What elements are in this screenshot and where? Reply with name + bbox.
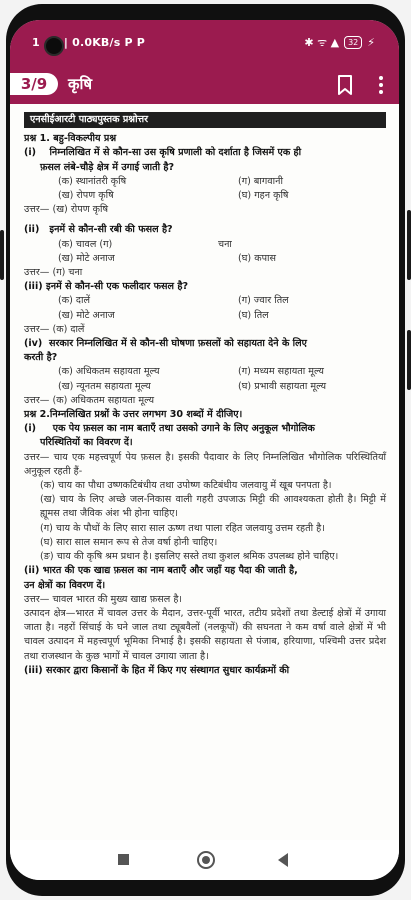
section-header: एनसीईआरटी पाठ्यपुस्तक प्रश्नोत्तर <box>24 112 386 128</box>
answer-point: (ङ) चाय की कृषि श्रम प्रधान है। इसलिए सस्ते तथा कुशल श्रमिक उपलब्ध होने चाहिए। <box>40 551 339 563</box>
camera-cutout <box>44 36 64 56</box>
document-page[interactable] <box>10 104 399 840</box>
page-indicator[interactable]: 3/9 <box>10 73 58 95</box>
signal-icons: ✱ ᯤ ▲ <box>304 36 340 49</box>
more-vert-icon[interactable] <box>377 74 385 96</box>
volume-button <box>407 210 411 280</box>
answer-point: (क) चाय का पौधा उष्णकटिबंधीय तथा उपोष्ण कटिबंधीय जलवायु में खूब पनपता है। <box>40 480 332 492</box>
question-cont: फ़सल लंबे-चौड़े क्षेत्र में उगाई जाती है? <box>40 161 175 173</box>
answer-point: (घ) सारा साल समान रूप से तेज वर्षा होनी चाहिए। <box>40 536 218 548</box>
charging-icon: ⚡ <box>367 36 375 49</box>
screen <box>10 20 399 880</box>
question: (iii) सरकार द्वारा किसानों के हित में किए गए संस्थागत सुधार कार्यक्रमों की <box>24 664 290 676</box>
system-nav-bar <box>10 840 399 880</box>
options-row: (क) चावल (ग) चना <box>58 238 232 250</box>
power-button <box>407 330 411 390</box>
answer: उत्तर— चावल भारत की मुख्य खाद्य फ़सल है। <box>24 593 183 605</box>
options-row: (ख) मोटे अनाज (घ) कपास <box>58 252 276 264</box>
options-row: (क) अधिकतम सहायता मूल्य (ग) मध्यम सहायता मूल्य <box>58 366 324 378</box>
status-time: 1 | 0.0KB/s P P <box>32 36 146 49</box>
question: (ii) इनमें से कौन-सी रबी की फसल है? <box>24 224 173 236</box>
recent-apps-icon[interactable] <box>118 854 129 865</box>
options-row: (ख) मोटे अनाज (घ) तिल <box>58 309 269 321</box>
section-title: प्रश्न 1. बहु-विकल्पीय प्रश्न <box>24 133 117 145</box>
question-cont: उन क्षेत्रों का विवरण दें। <box>24 579 106 591</box>
page-title: कृषि <box>68 75 93 93</box>
question-cont: करती है? <box>24 352 58 364</box>
status-bar <box>10 20 399 64</box>
battery-icon: 32 <box>344 36 362 49</box>
side-key <box>0 230 4 280</box>
question: (i) निम्नलिखित में से कौन-सा उस कृषि प्रणाली को दर्शाता है जिसमें एक ही <box>24 147 302 159</box>
options-row: (ख) न्यूनतम सहायता मूल्य (घ) प्रभावी सहायता मूल्य <box>58 380 327 392</box>
answer: उत्तर— (क) दालें <box>24 323 85 335</box>
question: (ii) भारत की एक खाद्य फ़सल का नाम बताएँ और जहाँ यह पैदा की जाती है, <box>24 565 298 577</box>
question: (iv) सरकार निम्नलिखित में से कौन-सी घोषणा फ़सलों को सहायता देने के लिए <box>24 338 307 350</box>
app-bar <box>10 64 399 104</box>
question-cont: परिस्थितियों का विवरण दें। <box>40 437 133 449</box>
bookmark-icon[interactable] <box>335 74 355 96</box>
status-icons <box>304 35 375 50</box>
answer: उत्तर— (ख) रोपण कृषि <box>24 204 109 216</box>
question: (i) एक पेय फ़सल का नाम बताएँ तथा उसको उगाने के लिए अनुकूल भौगोलिक <box>24 423 315 435</box>
home-icon[interactable] <box>197 851 215 869</box>
options-row: (क) स्थानांतरी कृषि (ग) बागवानी <box>58 175 283 187</box>
options-row: (क) दालें (ग) ज्वार तिल <box>58 295 289 307</box>
answer: उत्तर— चाय एक महत्त्वपूर्ण पेय फ़सल है। इसकी पैदावार के लिए निम्नलिखित भौगोलिक परिस्थितियाँ अनुकूल रहती हैं- <box>24 451 386 477</box>
section-title: प्रश्न 2.निम्नलिखित प्रश्नों के उत्तर लगभग 30 शब्दों में दीजिए। <box>24 409 243 421</box>
answer-point: (ग) चाय के पौधों के लिए सारा साल ऊष्ण तथा पाला रहित जलवायु उत्तम रहती है। <box>40 522 325 534</box>
answer: उत्तर— (क) अधिकतम सहायता मूल्य <box>24 394 155 406</box>
answer-paragraph: उत्पादन क्षेत्र—भारत में चावल उत्तर के मैदान, उत्तर-पूर्वी भारत, तटीय प्रदेशों तथा डेल्टाई क्षेत्रों में उगाया जाता है। नहरों सिंचाई के घने जाल तथा ट्यूबवैलों (नलकूपों) की सघनता ने कम वर्षा वाले क्षेत्रों में भी चावल उत्पादन में महत्त्वपूर्ण भूमिका निभाई है। इसकी सहायता से पंजाब, हरियाणा, पश्चिमी उत्तर प्रदेश तथा राजस्थान के कुछ भागों में चावल उगाया जाता है। <box>24 607 386 662</box>
answer-point: (ख) चाय के लिए अच्छे जल-निकास वाली गहरी उपजाऊ मिट्टी की आवश्यकता होती है। मिट्टी में ह्यूमस तथा जैविक अंश भी होना चाहिए। <box>40 494 386 520</box>
document-content <box>24 112 386 678</box>
question: (iii) इनमें से कौन-सी एक फलीदार फसल है? <box>24 281 189 293</box>
answer: उत्तर— (ग) चना <box>24 267 83 279</box>
back-icon[interactable] <box>278 853 288 867</box>
options-row: (ख) रोपण कृषि (घ) गहन कृषि <box>58 190 289 202</box>
